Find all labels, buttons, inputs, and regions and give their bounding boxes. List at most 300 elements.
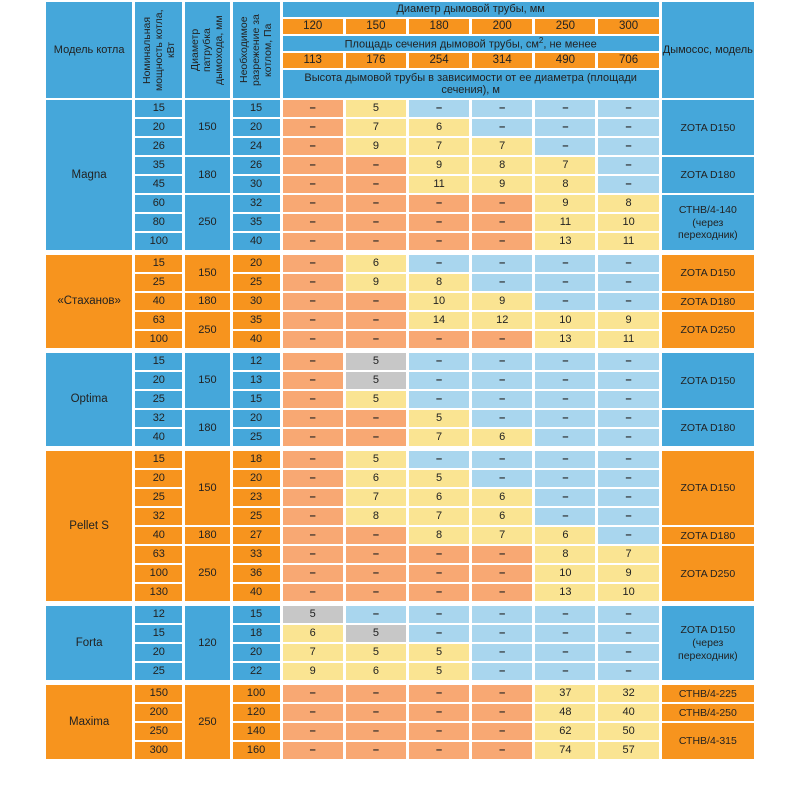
power-cell: 40 [135,293,182,310]
table-row [46,391,754,408]
height-cell: – [472,274,532,291]
pressure-cell: 15 [233,606,280,623]
power-cell: 32 [135,410,182,427]
height-cell: 7 [409,508,469,525]
height-cell: 7 [598,546,658,563]
height-cell: 6 [346,255,406,272]
pressure-cell: 26 [233,157,280,174]
power-cell: 20 [135,470,182,487]
power-cell: 60 [135,195,182,212]
height-cell: 9 [598,312,658,329]
height-cell: 6 [409,119,469,136]
height-cell: – [409,214,469,231]
height-cell: 7 [409,138,469,155]
fan-model-cell: ZOTA D150 (через переходник) [662,606,754,680]
pressure-cell: 35 [233,214,280,231]
height-cell: – [535,606,595,623]
height-cell: – [409,606,469,623]
height-cell: – [283,704,343,721]
table-row [46,742,754,759]
power-cell: 40 [135,429,182,446]
height-cell: 9 [472,293,532,310]
height-cell: – [283,489,343,506]
height-cell: – [598,176,658,193]
fan-model-cell: СТНВ/4-315 [662,723,754,759]
table-row [46,293,754,310]
height-cell: – [598,119,658,136]
height-cell: – [472,331,532,348]
height-cell: – [346,742,406,759]
height-cell: – [346,312,406,329]
height-cell: 6 [472,429,532,446]
fan-model-cell: ZOTA D180 [662,410,754,446]
height-cell: – [472,742,532,759]
header-power [135,2,182,98]
power-cell: 20 [135,644,182,661]
power-cell: 12 [135,606,182,623]
height-cell: – [283,293,343,310]
height-cell: 8 [535,176,595,193]
height-cell: – [409,451,469,468]
pressure-cell: 23 [233,489,280,506]
pressure-cell: 27 [233,527,280,544]
height-cell: – [472,214,532,231]
height-cell: – [598,663,658,680]
height-cell: – [535,138,595,155]
branch-diameter-cell: 250 [185,195,229,250]
height-cell: – [598,157,658,174]
height-cell: 12 [472,312,532,329]
power-cell: 26 [135,138,182,155]
model-cell: Pellet S [46,451,132,601]
boiler-chimney-table [43,0,757,761]
fan-model-cell: СТНВ/4-140 (через переходник) [662,195,754,250]
height-cell: 32 [598,685,658,702]
height-cell: – [598,293,658,310]
height-cell: – [472,723,532,740]
power-cell: 100 [135,233,182,250]
power-cell: 80 [135,214,182,231]
height-cell: – [598,527,658,544]
fan-model-cell: ZOTA D150 [662,255,754,291]
pressure-cell: 15 [233,100,280,117]
height-cell: – [283,372,343,389]
height-cell: 7 [346,489,406,506]
fan-model-cell: ZOTA D180 [662,527,754,544]
branch-diameter-cell: 150 [185,100,229,155]
height-cell: – [283,312,343,329]
power-cell: 100 [135,331,182,348]
height-cell: 8 [472,157,532,174]
branch-diameter-cell: 250 [185,312,229,348]
height-cell: 5 [346,625,406,642]
table-row [46,451,754,468]
height-cell: – [535,353,595,370]
height-cell: 8 [409,527,469,544]
fan-model-cell: ZOTA D250 [662,312,754,348]
power-cell: 32 [135,508,182,525]
height-cell: 10 [598,584,658,601]
branch-diameter-cell: 150 [185,255,229,291]
header-pipe-diameter-title: Диаметр дымовой трубы, мм [283,2,659,17]
power-cell: 200 [135,704,182,721]
height-cell: – [598,391,658,408]
diameter-value: 180 [409,19,469,34]
power-cell: 63 [135,546,182,563]
power-cell: 20 [135,119,182,136]
height-cell: 6 [535,527,595,544]
height-cell: – [598,625,658,642]
height-cell: – [535,663,595,680]
section-spacer [46,350,754,351]
diameter-value: 120 [283,19,343,34]
height-cell: – [598,508,658,525]
branch-diameter-cell: 150 [185,353,229,408]
area-value: 314 [472,53,532,68]
height-cell: 7 [472,527,532,544]
height-cell: 11 [409,176,469,193]
section-spacer [46,682,754,683]
height-cell: – [535,293,595,310]
height-cell: – [283,508,343,525]
power-cell: 100 [135,565,182,582]
height-cell: – [346,546,406,563]
height-cell: – [283,584,343,601]
branch-diameter-cell: 250 [185,685,229,759]
branch-diameter-cell: 180 [185,157,229,193]
area-value: 490 [535,53,595,68]
pressure-cell: 25 [233,508,280,525]
height-cell: – [346,527,406,544]
height-cell: – [283,138,343,155]
fan-model-cell: ZOTA D180 [662,293,754,310]
height-cell: – [409,565,469,582]
height-cell: 8 [535,546,595,563]
height-cell: – [535,274,595,291]
table-row [46,704,754,721]
height-cell: – [472,606,532,623]
table-row [46,138,754,155]
branch-diameter-cell: 150 [185,451,229,525]
header-area-title: Площадь сечения дымовой трубы, $см^2$, не менее [283,36,659,51]
height-cell: – [409,331,469,348]
area-value: 113 [283,53,343,68]
height-cell: 14 [409,312,469,329]
height-cell: – [472,625,532,642]
table-row [46,470,754,487]
height-cell: 5 [346,644,406,661]
table-row [46,685,754,702]
height-cell: – [283,410,343,427]
height-cell: 11 [598,233,658,250]
section-spacer [46,252,754,253]
height-cell: – [598,470,658,487]
height-cell: – [472,663,532,680]
power-cell: 35 [135,157,182,174]
pressure-cell: 12 [233,353,280,370]
header-model: Модель котла [46,2,132,98]
header-branch-diameter-label: Диаметр патрубка дымохода, мм [189,15,226,85]
height-cell: – [472,195,532,212]
height-cell: 9 [346,274,406,291]
table-row [46,508,754,525]
height-cell: 37 [535,685,595,702]
height-cell: – [598,372,658,389]
diameter-value: 250 [535,19,595,34]
height-cell: 40 [598,704,658,721]
height-cell: 8 [346,508,406,525]
height-cell: – [409,391,469,408]
fan-model-cell: СТНВ/4-250 [662,704,754,721]
height-cell: 50 [598,723,658,740]
power-cell: 45 [135,176,182,193]
height-cell: – [409,372,469,389]
header-pressure-label: Необходимое разрежение за котлом, Па [237,14,275,87]
height-cell: – [409,584,469,601]
height-cell: – [598,451,658,468]
height-cell: – [283,233,343,250]
pressure-cell: 18 [233,451,280,468]
diameter-value: 150 [346,19,406,34]
power-cell: 130 [135,584,182,601]
height-cell: 10 [409,293,469,310]
height-cell: – [598,255,658,272]
table-row [46,176,754,193]
pressure-cell: 20 [233,410,280,427]
table-header [46,2,754,98]
power-cell: 15 [135,353,182,370]
height-cell: – [409,195,469,212]
header-power-label: Номинальная мощность котла, кВт [140,9,177,91]
height-cell: – [472,255,532,272]
height-cell: 6 [283,625,343,642]
height-cell: – [283,742,343,759]
height-cell: – [535,429,595,446]
height-cell: – [472,119,532,136]
table-body [46,100,754,759]
power-cell: 15 [135,255,182,272]
height-cell: – [472,565,532,582]
height-cell: – [409,704,469,721]
height-cell: – [409,100,469,117]
height-cell: 6 [346,470,406,487]
height-cell: – [283,119,343,136]
fan-model-cell: ZOTA D150 [662,100,754,155]
height-cell: 5 [346,353,406,370]
table-row [46,195,754,212]
height-cell: – [598,100,658,117]
height-cell: – [283,685,343,702]
height-cell: 7 [409,429,469,446]
height-cell: – [598,489,658,506]
height-cell: – [598,353,658,370]
height-cell: 62 [535,723,595,740]
height-cell: – [472,546,532,563]
height-cell: 7 [283,644,343,661]
height-cell: – [409,233,469,250]
height-cell: – [283,214,343,231]
height-cell: – [283,470,343,487]
height-cell: – [598,606,658,623]
fan-model-cell: ZOTA D150 [662,353,754,408]
height-cell: 5 [283,606,343,623]
power-cell: 25 [135,274,182,291]
fan-model-cell: СТНВ/4-225 [662,685,754,702]
height-cell: – [346,606,406,623]
power-cell: 63 [135,312,182,329]
table-row [46,644,754,661]
height-cell: 9 [535,195,595,212]
height-cell: 9 [346,138,406,155]
table-row [46,255,754,272]
table-row [46,625,754,642]
height-cell: – [346,584,406,601]
branch-diameter-cell: 120 [185,606,229,680]
height-cell: 5 [409,663,469,680]
table-row [46,489,754,506]
pressure-cell: 40 [233,331,280,348]
power-cell: 15 [135,100,182,117]
height-cell: – [283,391,343,408]
header-height-title: Высота дымовой трубы в зависимости от ее диаметра (площади сечения), м [283,70,659,98]
pressure-cell: 30 [233,293,280,310]
height-cell: – [472,391,532,408]
power-cell: 300 [135,742,182,759]
height-cell: – [472,100,532,117]
height-cell: 8 [598,195,658,212]
area-value: 176 [346,53,406,68]
power-cell: 20 [135,372,182,389]
branch-diameter-cell: 180 [185,410,229,446]
height-cell: – [535,625,595,642]
section-spacer [46,603,754,604]
pressure-cell: 25 [233,429,280,446]
height-cell: – [472,233,532,250]
pressure-cell: 15 [233,391,280,408]
height-cell: – [346,195,406,212]
height-cell: – [472,644,532,661]
height-cell: – [346,157,406,174]
height-cell: – [535,451,595,468]
height-cell: – [472,372,532,389]
height-cell: 6 [346,663,406,680]
height-cell: 10 [535,312,595,329]
height-cell: 6 [472,508,532,525]
branch-diameter-cell: 180 [185,527,229,544]
height-cell: 6 [409,489,469,506]
height-cell: – [283,451,343,468]
pressure-cell: 13 [233,372,280,389]
table-row [46,663,754,680]
height-cell: – [472,685,532,702]
height-cell: – [409,742,469,759]
table-row [46,429,754,446]
height-cell: 8 [409,274,469,291]
power-cell: 15 [135,625,182,642]
height-cell: – [409,723,469,740]
table-row [46,100,754,117]
pressure-cell: 20 [233,255,280,272]
pressure-cell: 20 [233,119,280,136]
header-pressure [233,2,280,98]
model-cell: Optima [46,353,132,446]
table-row [46,331,754,348]
height-cell: – [346,429,406,446]
height-cell: 5 [409,644,469,661]
height-cell: – [283,195,343,212]
pressure-cell: 120 [233,704,280,721]
height-cell: 11 [535,214,595,231]
height-cell: 13 [535,331,595,348]
pressure-cell: 24 [233,138,280,155]
height-cell: – [346,704,406,721]
pressure-cell: 18 [233,625,280,642]
height-cell: – [472,704,532,721]
table-row [46,372,754,389]
height-cell: – [598,138,658,155]
height-cell: – [535,119,595,136]
table-row [46,274,754,291]
height-cell: 5 [409,470,469,487]
table-row [46,723,754,740]
model-cell: «Стаханов» [46,255,132,348]
height-cell: – [535,391,595,408]
pressure-cell: 25 [233,274,280,291]
power-cell: 25 [135,391,182,408]
height-cell: – [283,565,343,582]
power-cell: 25 [135,489,182,506]
height-cell: – [283,100,343,117]
height-cell: – [346,293,406,310]
pressure-cell: 30 [233,176,280,193]
height-cell: 48 [535,704,595,721]
table-row [46,527,754,544]
model-cell: Magna [46,100,132,250]
pressure-cell: 20 [233,644,280,661]
branch-diameter-cell: 180 [185,293,229,310]
table-row [46,565,754,582]
height-cell: – [409,685,469,702]
diameter-value: 200 [472,19,532,34]
height-cell: – [283,723,343,740]
height-cell: 5 [346,391,406,408]
pressure-cell: 160 [233,742,280,759]
height-cell: – [283,353,343,370]
height-cell: – [346,176,406,193]
height-cell: – [472,451,532,468]
height-cell: – [346,233,406,250]
table-row [46,233,754,250]
height-cell: – [535,410,595,427]
table-row [46,584,754,601]
table-row [46,214,754,231]
height-cell: – [472,410,532,427]
height-cell: 10 [535,565,595,582]
fan-model-cell: ZOTA D150 [662,451,754,525]
height-cell: – [535,508,595,525]
height-cell: 9 [409,157,469,174]
pressure-cell: 36 [233,565,280,582]
height-cell: 9 [598,565,658,582]
height-cell: – [283,176,343,193]
height-cell: – [409,546,469,563]
pressure-cell: 140 [233,723,280,740]
height-cell: 7 [472,138,532,155]
area-value: 254 [409,53,469,68]
table-row [46,546,754,563]
fan-model-cell: ZOTA D180 [662,157,754,193]
power-cell: 250 [135,723,182,740]
